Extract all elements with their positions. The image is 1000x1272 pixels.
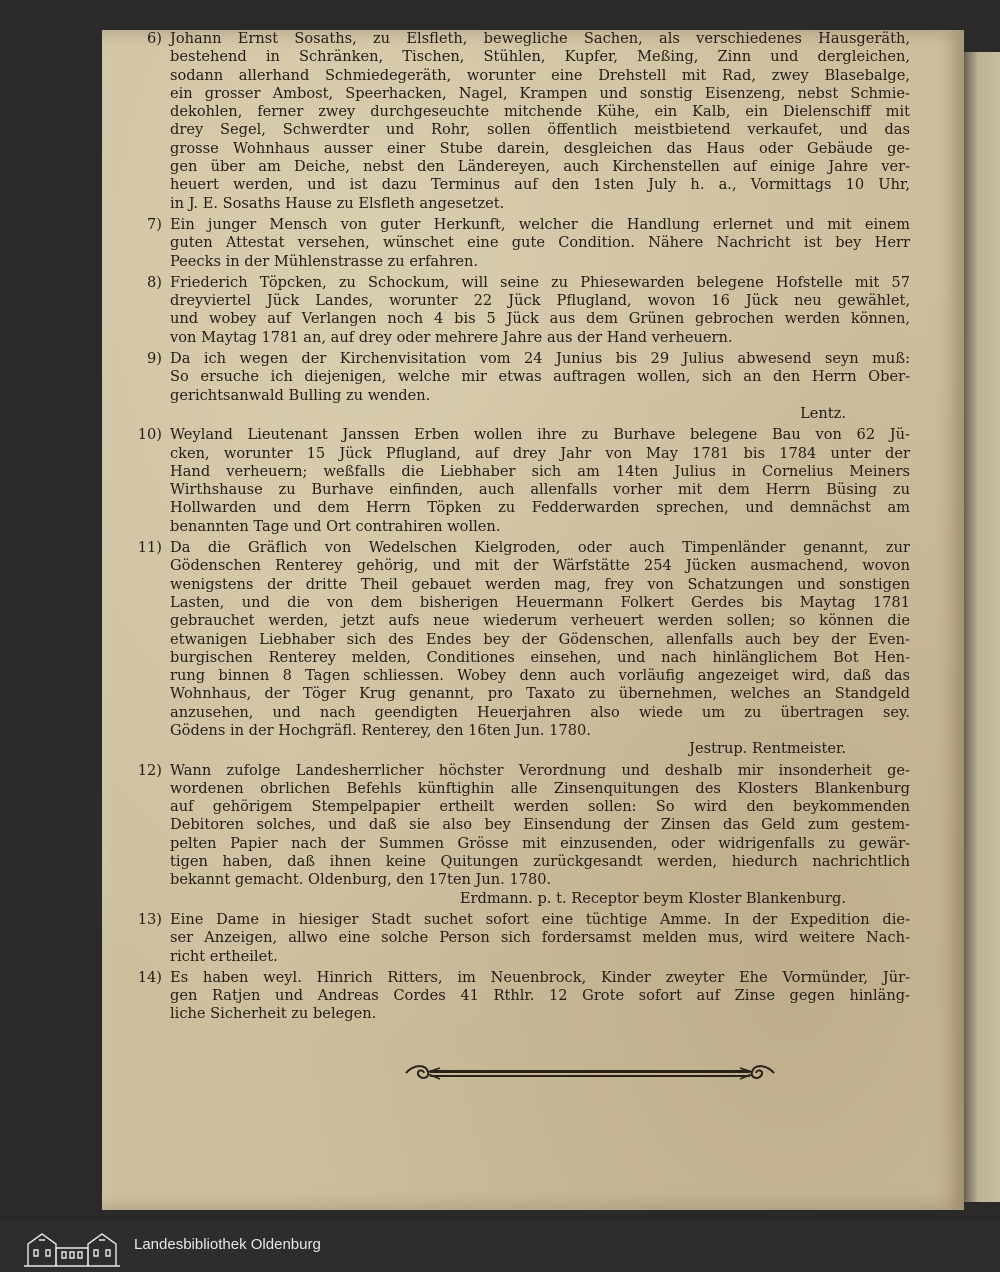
entry-number: 13) — [137, 910, 162, 928]
entry-body — [170, 969, 910, 1024]
entry-number: 7) — [147, 215, 162, 233]
entry-number: 12) — [137, 761, 162, 779]
entry-signature: Erdmann. p. t. Receptor beym Kloster Blankenburg. — [459, 889, 846, 907]
entry-line: und wobey auf Verlangen noch 4 bis 5 Jück aus dem Grünen gebrochen werden können, — [170, 310, 910, 328]
ornament-divider-icon — [400, 1062, 780, 1084]
entry-line: ein grosser Ambost, Speerhacken, Nagel, Krampen und sonstig Eisenzeng, nebst Schmie- — [170, 84, 910, 102]
library-building-icon — [22, 1228, 122, 1268]
entry-body — [170, 30, 910, 213]
entry-number: 14) — [137, 968, 162, 986]
entry-body — [170, 911, 910, 966]
entry-line: gerichtsanwald Bulling zu wenden. — [170, 386, 431, 404]
notice-entry — [147, 350, 910, 423]
entry-line: ser Anzeigen, allwo eine solche Person sich fordersamst melden mus, wird weitere Nach- — [170, 929, 910, 947]
entry-line: Hand verheuern; weßfalls die Liebhaber sich am 14ten Julius in Cornelius Meiners — [170, 462, 910, 480]
entry-body — [170, 762, 910, 890]
entry-line: Weyland Lieutenant Janssen Erben wollen ihre zu Burhave belegene Bau von 62 Jü- — [170, 426, 910, 444]
footer-bar — [0, 1222, 1000, 1272]
entry-line: bekannt gemacht. Oldenburg, den 17ten Jun. 1780. — [170, 871, 552, 889]
entry-line: Debitoren solches, und daß sie also bey Einsendung der Zinsen das Geld zum gestem- — [170, 816, 910, 834]
entry-line: Wohnhaus, der Töger Krug genannt, pro Taxato zu übernehmen, welches an Standgeld — [170, 685, 910, 703]
entry-line: Gödenschen Renterey gehörig, und mit der Wärfstätte 254 Jücken ausmachend, wovon — [170, 557, 910, 575]
entry-line: von Maytag 1781 an, auf drey oder mehrere Jahre aus der Hand verheuern. — [170, 328, 733, 346]
entry-line: tigen haben, daß ihnen keine Quitungen zurückgesandt werden, hiedurch nachrichtlich — [170, 853, 910, 871]
notice-entry — [137, 910, 910, 966]
entry-body — [170, 426, 910, 536]
entry-line: Eine Dame in hiesiger Stadt suchet sofort eine tüchtige Amme. In der Expedition die- — [170, 910, 910, 928]
entry-number: 9) — [147, 350, 162, 368]
entry-line: Friederich Töpcken, zu Schockum, will seine zu Phiesewarden belegene Hofstelle mit 57 — [170, 273, 910, 291]
entry-line: Da die Gräflich von Wedelschen Kielgroden, oder auch Timpenländer genannt, zur — [170, 539, 910, 557]
entry-line: Es haben weyl. Hinrich Ritters, im Neuenbrock, Kinder zweyter Ehe Vormünder, Jür- — [170, 968, 910, 986]
notice-entry — [147, 215, 910, 271]
notice-entry — [147, 273, 910, 347]
entry-line: Ein junger Mensch von guter Herkunft, welcher die Handlung erlernet und mit einem — [170, 215, 910, 233]
notice-entry — [137, 539, 910, 759]
entry-line: Wirthshause zu Burhave einfinden, auch allenfalls vorher mit dem Herrn Büsing zu — [170, 481, 910, 499]
entry-line: richt ertheilet. — [170, 947, 278, 965]
entry-line: gen über am Deiche, nebst den Ländereyen, auch Kirchenstellen auf einige Jahre ver- — [170, 158, 910, 176]
entry-line: dreyviertel Jück Landes, worunter 22 Jück Pflugland, wovon 16 Jück neu gewählet, — [170, 292, 910, 310]
entry-line: So ersuche ich diejenigen, welche mir etwas auftragen wollen, sich an den Herrn Ober- — [170, 368, 910, 386]
entry-line: burgischen Renterey melden, Conditiones einsehen, und nach hinlänglichem Bot Hen- — [170, 648, 910, 666]
entry-line: pelten Papier nach der Summen Grösse mit einzusenden, oder widrigenfalls zu gewär- — [170, 834, 910, 852]
entry-signature: Lentz. — [800, 404, 846, 422]
entry-line: Peecks in der Mühlenstrasse zu erfahren. — [170, 252, 479, 270]
entry-number: 11) — [137, 539, 162, 557]
entry-line: drey Segel, Schwerdter und Rohr, sollen öffentlich meistbietend verkaufet, und das — [170, 121, 910, 139]
entry-line: bestehend in Schränken, Tischen, Stühlen, Kupfer, Meßing, Zinn und dergleichen, — [170, 48, 910, 66]
entry-number: 8) — [147, 273, 162, 291]
facing-page-edge — [964, 52, 1000, 1202]
entry-line: Hollwarden und dem Herrn Töpken zu Fedderwarden sprechen, und demnächst am — [170, 499, 910, 517]
entry-line: gebrauchet werden, jetzt aufs neue wiederum verheuert werden sollen; so können die — [170, 612, 910, 630]
notice-entry — [137, 761, 910, 908]
document-text — [137, 30, 910, 1027]
entry-line: wenigstens der dritte Theil gebauet werden mag, frey von Schatzungen und sonstigen — [170, 575, 910, 593]
entry-line: gen Ratjen und Andreas Cordes 41 Rthlr. 12 Grote sofort auf Zinse gegen hinläng- — [170, 987, 910, 1005]
entry-body — [170, 274, 910, 347]
entry-line: dekohlen, ferner zwey durchgeseuchte mitchende Kühe, ein Kalb, ein Dielenschiff mit — [170, 103, 910, 121]
notice-entry — [147, 30, 910, 213]
entry-body — [170, 216, 910, 271]
entry-line: Wann zufolge Landesherrlicher höchster Verordnung und deshalb mir insonderheit ge- — [170, 761, 910, 779]
entry-line: sodann allerhand Schmiedegeräth, worunter eine Drehstell mit Rad, zwey Blasebalge, — [170, 66, 910, 84]
entry-number: 6) — [147, 30, 162, 47]
entry-body — [170, 539, 910, 740]
entry-number: 10) — [137, 426, 162, 444]
entry-line: Da ich wegen der Kirchenvisitation vom 24 Junius bis 29 Julius abwesend seyn muß: — [170, 350, 910, 368]
entry-line: benannten Tage und Ort contrahiren wollen. — [170, 517, 501, 535]
entry-line: liche Sicherheit zu belegen. — [170, 1005, 377, 1023]
entry-line: auf gehörigem Stempelpapier ertheilt werden sollen: So wird den beykommenden — [170, 798, 910, 816]
library-name: Landesbibliothek Oldenburg — [134, 1236, 321, 1253]
entry-line: anzusehen, und nach geendigten Heuerjahren also wiede um zu übertragen sey. — [170, 703, 910, 721]
entry-line: grosse Wohnhaus ausser einer Stube darein, desgleichen das Haus oder Gebäude ge- — [170, 139, 910, 157]
entry-signature: Jestrup. Rentmeister. — [689, 740, 846, 758]
notice-entry — [137, 968, 910, 1024]
notice-entry — [137, 426, 910, 536]
entry-line: guten Attestat versehen, wünschet eine gute Condition. Nähere Nachricht ist bey Herr — [170, 234, 910, 252]
entry-line: rung binnen 8 Tagen schliessen. Wobey denn auch vorläufig angezeiget wird, daß das — [170, 667, 910, 685]
entry-line: Lasten, und die von dem bisherigen Heuermann Folkert Gerdes bis Maytag 1781 — [170, 593, 910, 611]
entry-line: wordenen obrlichen Befehls künftighin alle Zinsenquitungen des Klosters Blankenburg — [170, 779, 910, 797]
entry-line: in J. E. Sosaths Hause zu Elsfleth angesetzet. — [170, 194, 505, 212]
entry-body — [170, 350, 910, 405]
entry-line: cken, worunter 15 Jück Pflugland, auf drey Jahr von May 1781 bis 1784 unter der — [170, 444, 910, 462]
entry-line: heuert werden, und ist dazu Terminus auf den 1sten July h. a., Vormittags 10 Uhr, — [170, 176, 910, 194]
entry-line: Gödens in der Hochgräfl. Renterey, den 16ten Jun. 1780. — [170, 721, 591, 739]
entry-line: etwanigen Liebhaber sich des Endes bey der Gödenschen, allenfalls auch bey der Even- — [170, 630, 910, 648]
entry-line: Johann Ernst Sosaths, zu Elsfleth, bewegliche Sachen, als verschiedenes Hausgeräth, — [170, 30, 910, 47]
